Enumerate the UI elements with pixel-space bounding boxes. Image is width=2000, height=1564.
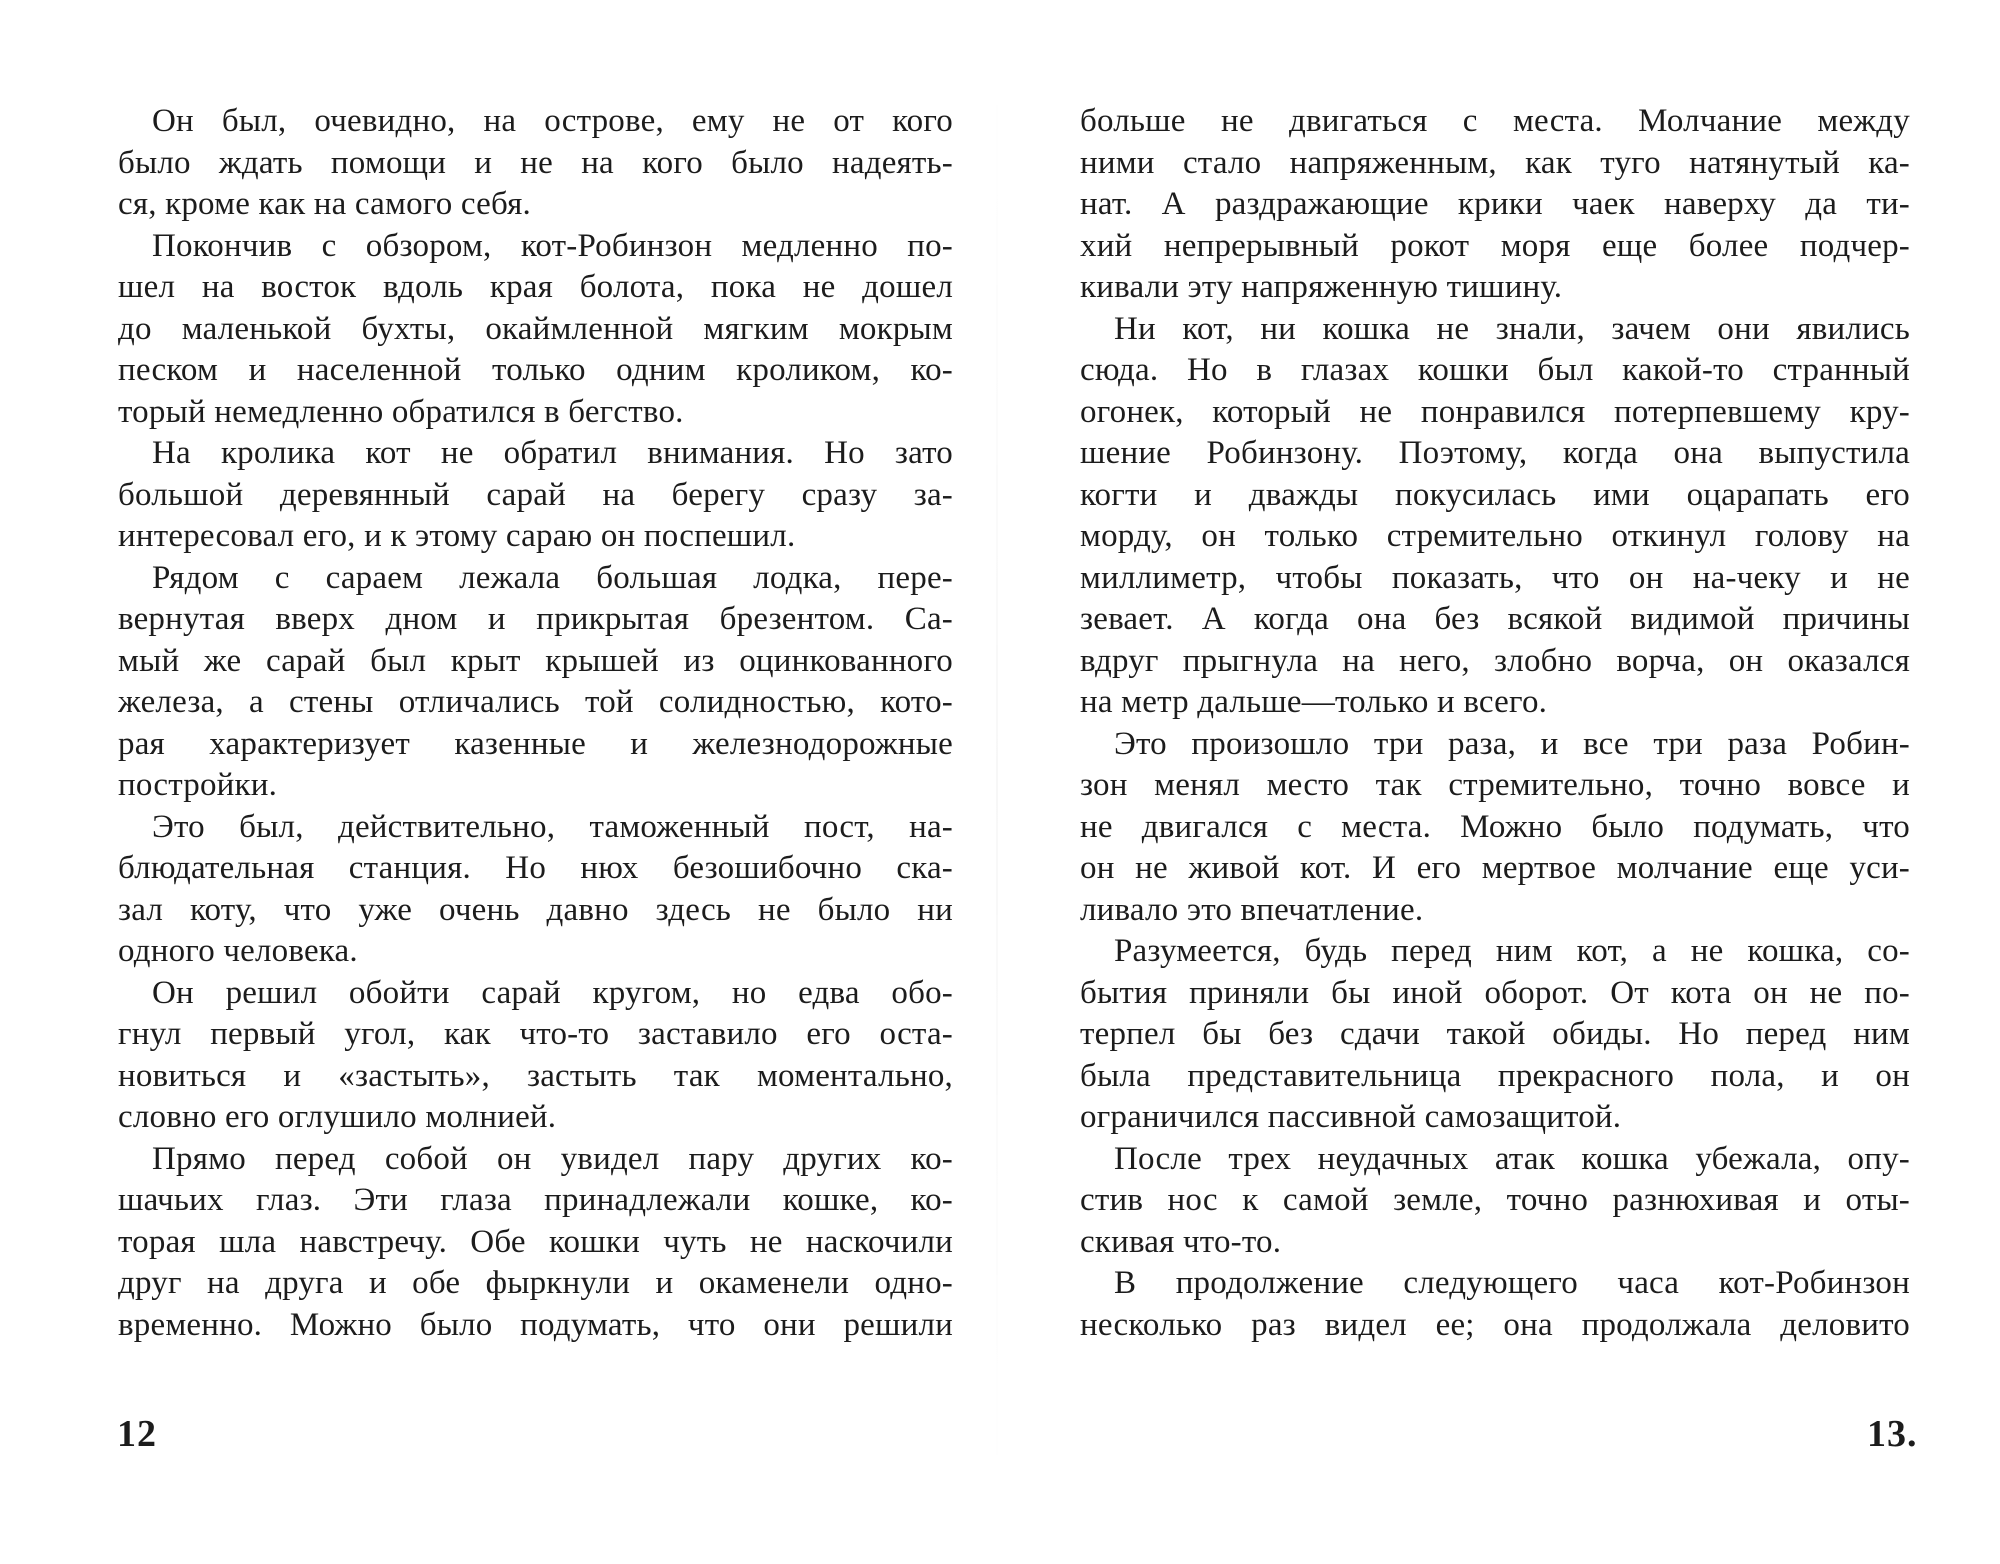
text-line: торая шла навстречу. Обе кошки чуть не наскочили: [118, 1223, 953, 1260]
text-line: вдруг прыгнула на него, злобно ворча, он оказался: [1080, 642, 1910, 679]
text-line: торый немедленно обратился в бегство.: [118, 393, 684, 430]
text-line: друг на друга и обе фыркнули и окаменели одно-: [118, 1265, 953, 1301]
text-line: временно. Можно было подумать, что они решили: [118, 1306, 953, 1343]
text-line: Ни кот, ни кошка не знали, зачем они явились: [1114, 310, 1910, 347]
text-line: когти и дважды покусилась ими оцарапать его: [1080, 476, 1910, 513]
text-line: не двигался с места. Можно было подумать, что: [1080, 808, 1910, 845]
text-line: После трех неудачных атак кошка убежала, опу-: [1114, 1140, 1910, 1177]
text-line: ся, кроме как на самого себя.: [118, 186, 531, 222]
text-line: новиться и «застыть», застыть так моментально,: [118, 1057, 953, 1094]
text-line: На кролика кот не обратил внимания. Но зато: [152, 435, 953, 471]
left-page-number: 12: [117, 1413, 157, 1455]
text-line: ливало это впечатление.: [1080, 891, 1424, 928]
text-line: зевает. А когда она без всякой видимой причины: [1080, 601, 1910, 637]
text-line: он не живой кот. И его мертвое молчание еще уси-: [1080, 850, 1910, 886]
text-line: Он был, очевидно, на острове, ему не от кого: [152, 103, 953, 139]
text-line: терпел бы без сдачи такой обиды. Но перед ним: [1080, 1016, 1910, 1052]
text-line: бытия приняли бы иной оборот. От кота он не по-: [1080, 974, 1910, 1011]
text-line: гнул первый угол, как что-то заставило его оста-: [118, 1016, 953, 1052]
text-line: Прямо перед собой он увидел пару других ко-: [152, 1140, 953, 1177]
text-line: одного человека.: [118, 933, 358, 969]
text-line: большой деревянный сарай на берегу сразу за-: [118, 476, 953, 513]
text-line: кивали эту напряженную тишину.: [1080, 269, 1563, 305]
text-line: хий непрерывный рокот моря еще более подчер-: [1080, 227, 1910, 264]
text-line: словно его оглушило молнией.: [118, 1099, 557, 1135]
text-line: Рядом с сараем лежала большая лодка, пере-: [152, 559, 953, 596]
text-line: шел на восток вдоль края болота, пока не дошел: [118, 269, 953, 305]
text-line: Это был, действительно, таможенный пост, на-: [152, 808, 953, 845]
text-line: стив нос к самой земле, точно разнюхивая и оты-: [1080, 1182, 1910, 1218]
text-line: ограничился пассивной самозащитой.: [1080, 1099, 1622, 1135]
text-line: В продолжение следующего часа кот-Робинзон: [1114, 1265, 1910, 1301]
text-line: сюда. Но в глазах кошки был какой-то странный: [1080, 352, 1910, 388]
text-line: миллиметр, чтобы показать, что он на-чеку и не: [1080, 559, 1910, 596]
text-line: была представительница прекрасного пола, и он: [1080, 1057, 1910, 1094]
text-line: до маленькой бухты, окаймленной мягким мокрым: [118, 310, 953, 347]
text-line: Это произошло три раза, и все три раза Робин-: [1114, 725, 1910, 762]
right-page-number: 13.: [1867, 1413, 1918, 1455]
text-line: огонек, который не понравился потерпевшему кру-: [1080, 393, 1910, 430]
text-line: Разумеется, будь перед ним кот, а не кошка, со-: [1114, 933, 1910, 969]
text-line: вернутая вверх дном и прикрытая брезентом. Са-: [118, 601, 953, 637]
text-line: зон менял место так стремительно, точно вовсе и: [1080, 767, 1910, 803]
text-line: мый же сарай был крыт крышей из оцинкованного: [118, 642, 953, 679]
text-line: шение Робинзону. Поэтому, когда она выпустила: [1080, 435, 1910, 471]
text-line: было ждать помощи и не на кого было надеять-: [118, 144, 953, 181]
text-line: морду, он только стремительно откинул голову на: [1080, 518, 1910, 554]
right-page: [1000, 0, 2000, 1564]
text-line: Покончив с обзором, кот-Робинзон медленно по-: [152, 227, 953, 264]
text-line: интересовал его, и к этому сараю он поспешил.: [118, 518, 796, 554]
left-page-text: [118, 101, 953, 1346]
text-line: скивая что-то.: [1080, 1223, 1282, 1260]
text-line: песком и населенной только одним кроликом, ко-: [118, 352, 953, 388]
text-line: больше не двигаться с места. Молчание между: [1080, 103, 1910, 139]
text-line: нат. А раздражающие крики чаек наверху да ти-: [1080, 186, 1910, 222]
right-page-text: [1080, 101, 1910, 1346]
text-line: постройки.: [118, 767, 278, 803]
text-line: на метр дальше—только и всего.: [1080, 684, 1548, 720]
text-line: ними стало напряженным, как туго натянутый ка-: [1080, 144, 1910, 181]
text-line: Он решил обойти сарай кругом, но едва обо-: [152, 974, 953, 1011]
text-line: зал коту, что уже очень давно здесь не было ни: [118, 891, 953, 928]
text-line: шачьих глаз. Эти глаза принадлежали кошке, ко-: [118, 1182, 953, 1218]
text-line: рая характеризует казенные и железнодорожные: [118, 725, 953, 762]
text-line: железа, а стены отличались той солидностью, кото-: [118, 684, 953, 720]
text-line: несколько раз видел ее; она продолжала деловито: [1080, 1306, 1910, 1343]
text-line: блюдательная станция. Но нюх безошибочно ска-: [118, 850, 953, 886]
